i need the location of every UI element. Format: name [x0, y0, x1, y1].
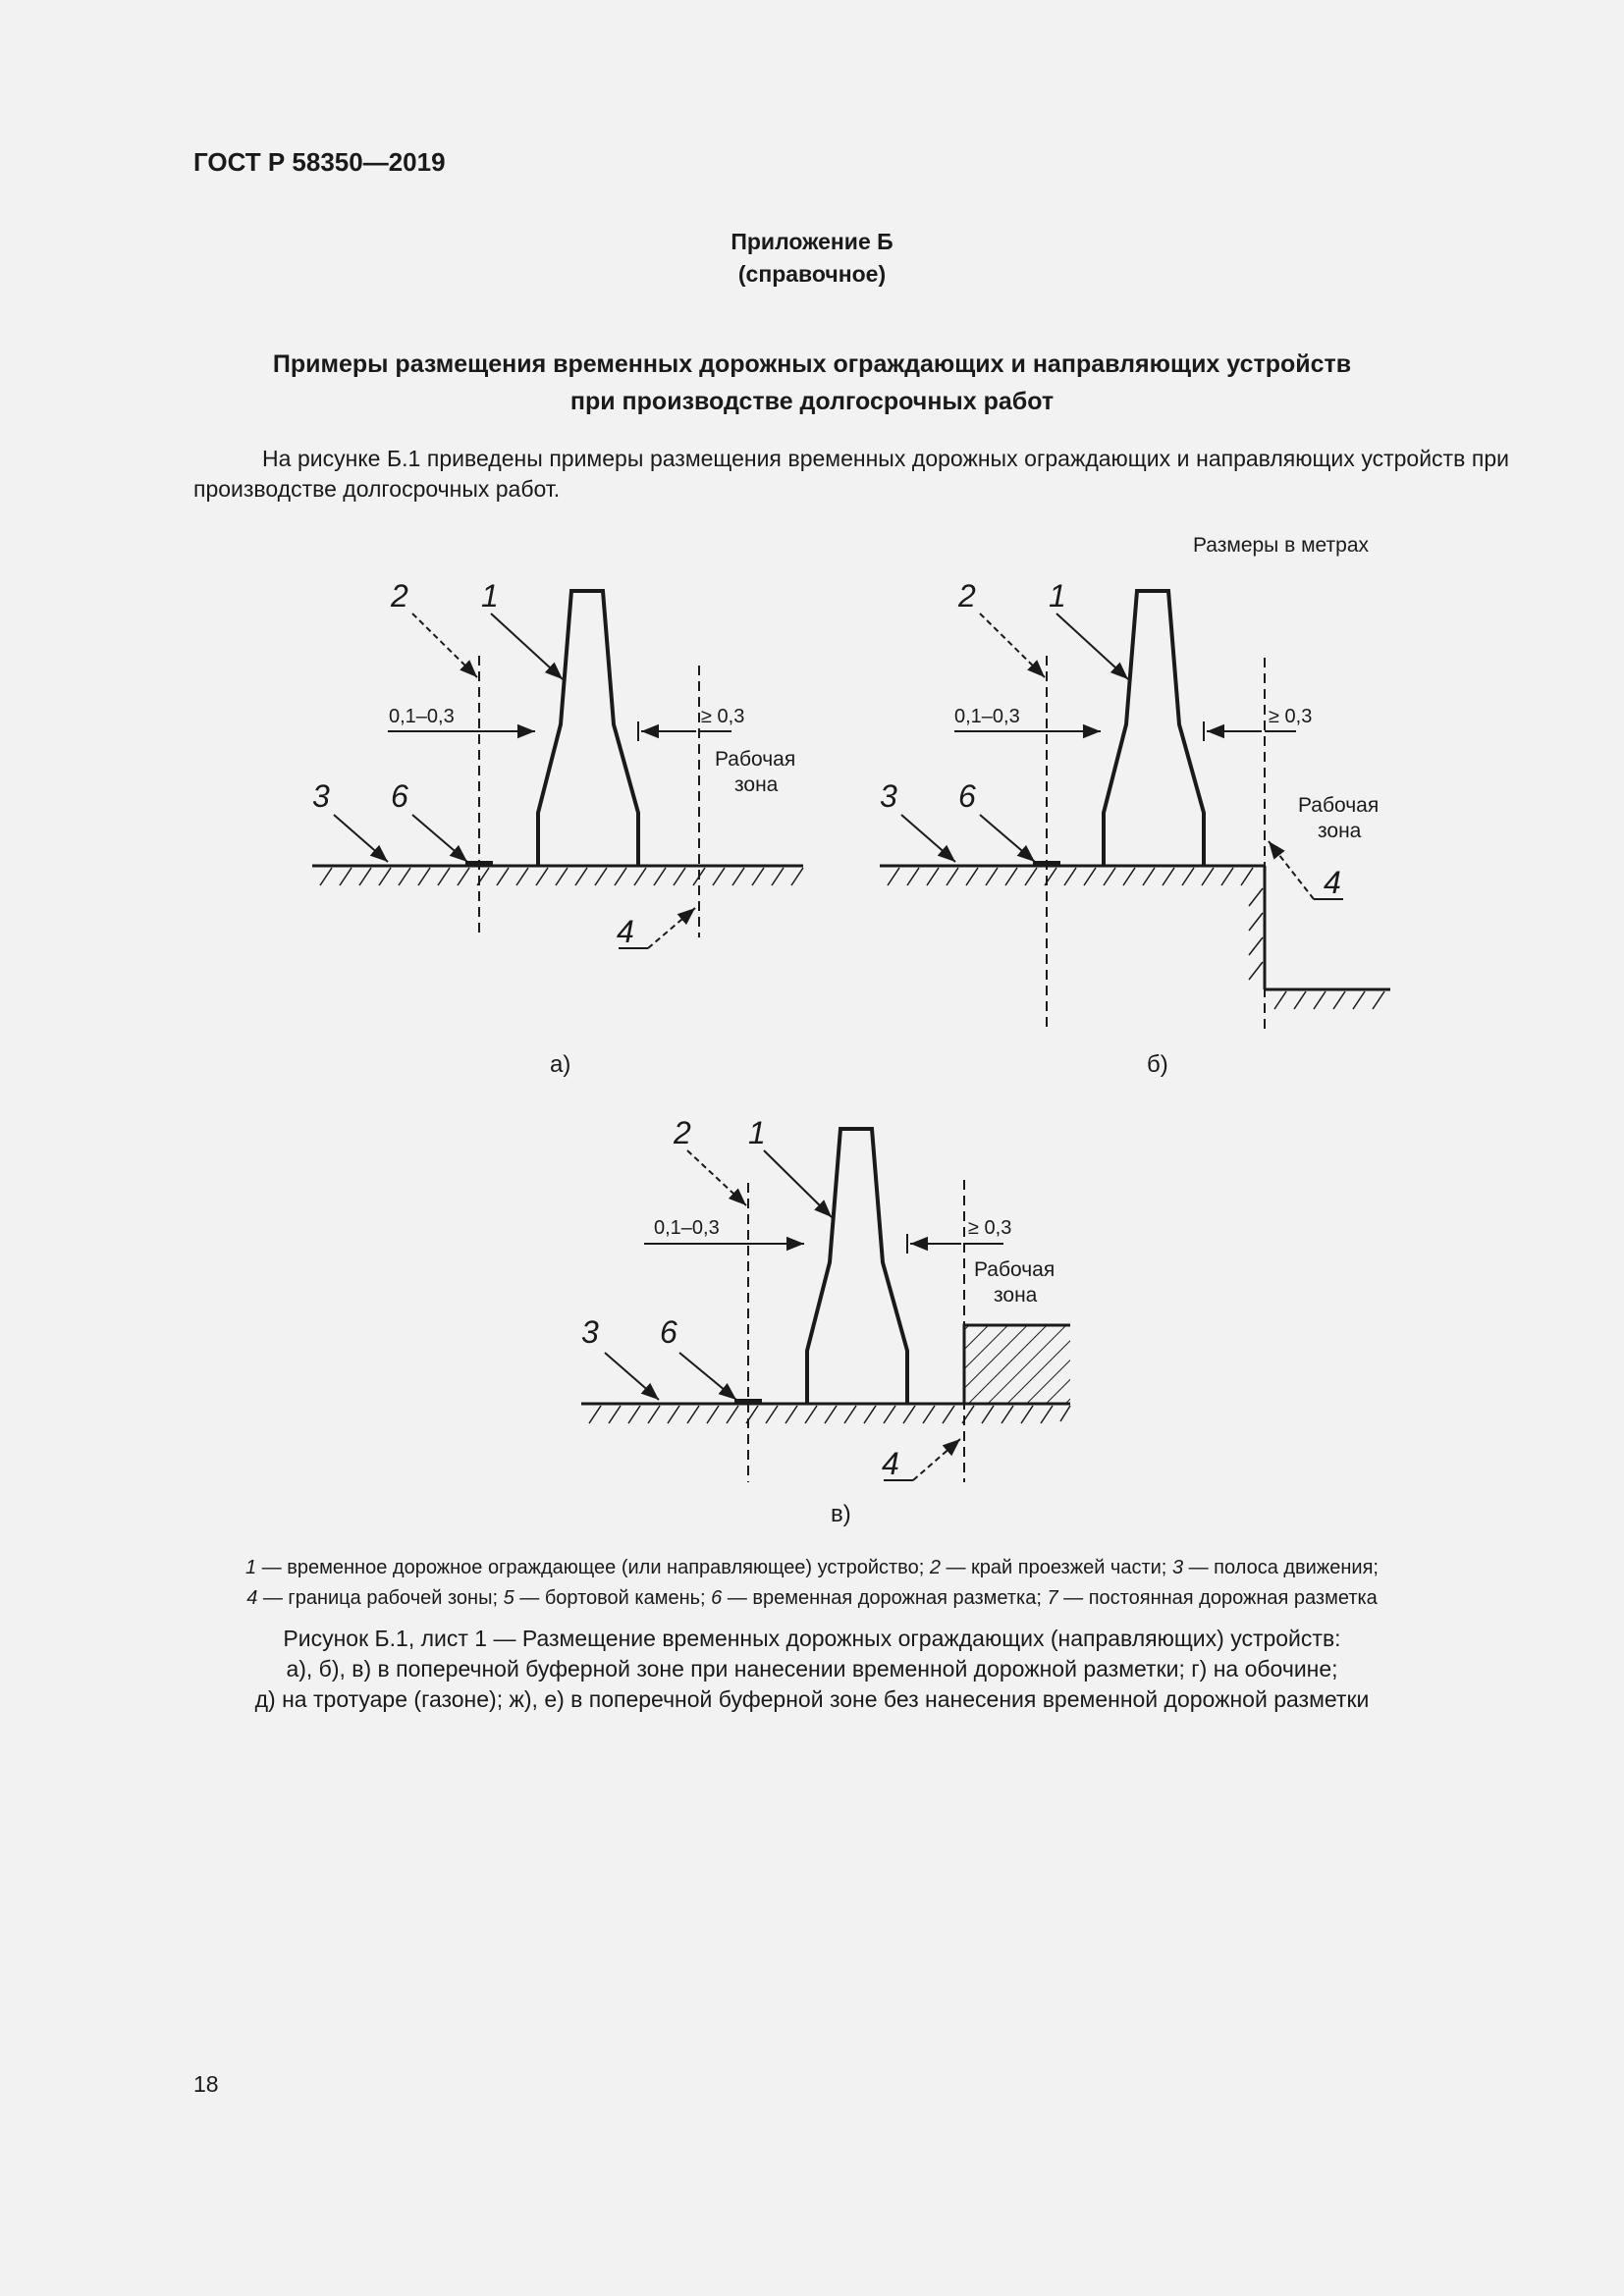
- sizes-note: Размеры в метрах: [1193, 534, 1369, 557]
- dim-right-text: ≥ 0,3: [701, 706, 745, 727]
- label-3: 3: [880, 778, 897, 814]
- leader-1: [491, 614, 563, 679]
- label-4: 4: [617, 914, 634, 949]
- caption-line-1: Рисунок Б.1, лист 1 — Размещение временных дорожных ограждающих (направляющих) устройств:: [283, 1626, 1341, 1651]
- label-2: 2: [674, 1115, 691, 1150]
- label-6: 6: [391, 778, 408, 814]
- leader-4: [1269, 841, 1314, 899]
- page-number: 18: [193, 2071, 219, 2097]
- ground-hatching: [888, 868, 1253, 885]
- appendix-name: Приложение Б: [731, 229, 893, 254]
- label-1: 1: [1049, 578, 1066, 614]
- intro-paragraph: На рисунке Б.1 приведены примеры размещения временных дорожных ограждающих и направляющих устройств при производстве долгосрочных работ.: [193, 446, 1509, 502]
- leader-6: [679, 1353, 736, 1400]
- barrier-profile: [538, 591, 638, 866]
- label-2: 2: [958, 578, 976, 614]
- leader-1: [1056, 614, 1128, 679]
- leader-6: [412, 815, 467, 862]
- leader-3: [334, 815, 388, 862]
- caption-line-3: д) на тротуаре (газоне); ж), е) в поперечной буферной зоне без нанесения временной дорожной разметки: [254, 1686, 1370, 1712]
- work-zone-label-2: зона: [734, 774, 779, 796]
- leader-4: [648, 908, 695, 948]
- subfigure-a-caption: а): [550, 1051, 571, 1078]
- subfigure-b-caption: б): [1147, 1051, 1168, 1078]
- label-3: 3: [581, 1314, 599, 1350]
- leader-4: [913, 1439, 960, 1480]
- work-zone-label-1: Рабочая: [1298, 794, 1380, 817]
- label-2: 2: [391, 578, 408, 614]
- label-4: 4: [1324, 865, 1341, 900]
- dim-left-text: 0,1–0,3: [654, 1217, 720, 1239]
- document-code: ГОСТ Р 58350—2019: [193, 147, 446, 177]
- subfigure-b-text: [880, 578, 1379, 1078]
- label-6: 6: [958, 778, 976, 814]
- figure-caption: [0, 1624, 1624, 1715]
- legend-line-2: 4 — граница рабочей зоны; 5 — бортовой камень; 6 — временная дорожная разметка; 7 — постоянная дорожная разметка: [246, 1587, 1378, 1609]
- barrier-profile: [1104, 591, 1204, 866]
- legend-line-1: 1 — временное дорожное ограждающее (или направляющее) устройство; 2 — край проезжей части; 3 — полоса движения;: [245, 1557, 1379, 1578]
- label-1: 1: [481, 578, 499, 614]
- step-hatching: [1249, 888, 1384, 1009]
- section-title-line-2: при производстве долгосрочных работ: [569, 388, 1055, 415]
- leader-1: [764, 1150, 832, 1217]
- work-zone-label-1: Рабочая: [715, 748, 796, 771]
- leader-3: [901, 815, 955, 862]
- leader-6: [980, 815, 1035, 862]
- appendix-kind: (справочное): [737, 261, 887, 287]
- dim-left-text: 0,1–0,3: [389, 706, 455, 727]
- dim-right-text: ≥ 0,3: [968, 1217, 1012, 1239]
- subfigure-a-text: [312, 578, 795, 1078]
- subfigure-v-caption: в): [831, 1501, 851, 1527]
- ground-hatching: [320, 868, 803, 885]
- dim-right-text: ≥ 0,3: [1269, 706, 1313, 727]
- work-zone-label-2: зона: [1318, 820, 1362, 842]
- leader-2: [980, 614, 1045, 677]
- label-4: 4: [882, 1446, 899, 1481]
- leader-2: [412, 614, 477, 677]
- work-zone-label-1: Рабочая: [974, 1258, 1056, 1281]
- label-1: 1: [748, 1115, 766, 1150]
- dim-left-text: 0,1–0,3: [954, 706, 1020, 727]
- leader-2: [687, 1150, 746, 1205]
- label-6: 6: [660, 1314, 677, 1350]
- ground-hatching: [589, 1406, 1070, 1423]
- leader-3: [605, 1353, 659, 1400]
- section-title-line-1: Примеры размещения временных дорожных ограждающих и направляющих устройств: [272, 350, 1352, 378]
- barrier-profile: [807, 1129, 907, 1404]
- subfigure-v-text: [581, 1115, 1055, 1527]
- figure-legend: [0, 1553, 1624, 1614]
- label-3: 3: [312, 778, 330, 814]
- work-zone-label-2: зона: [994, 1284, 1038, 1307]
- work-zone-block: [964, 1325, 1070, 1404]
- caption-line-2: а), б), в) в поперечной буферной зоне при нанесении временной дорожной разметки; г) на обочине;: [286, 1656, 1338, 1682]
